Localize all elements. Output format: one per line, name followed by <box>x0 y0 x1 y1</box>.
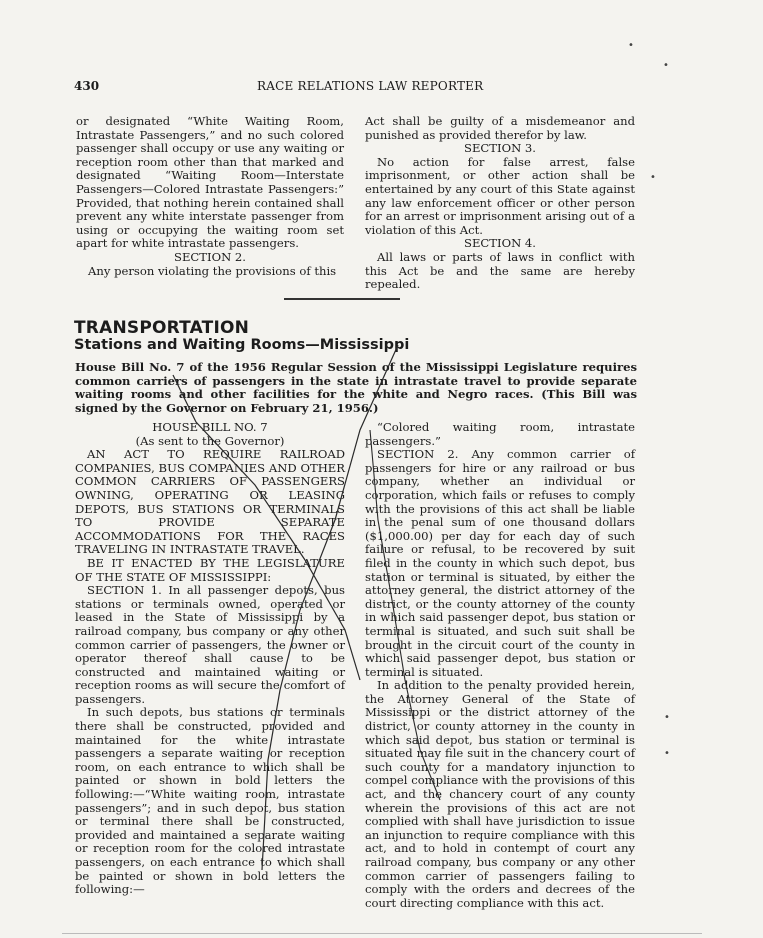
bill-left-column <box>75 421 345 897</box>
bill-section-2-text: SECTION 2. Any common carrier of passengers for hire or any railroad or bus company, whether an individual or corporation, which fails or refuses to comply with the provisions of this act shall be liable in the penal sum of one thousand dollars ($1,000.00) per day for each day of such failure or refusal, to be recovered by suit filed in the county in which such depot, bus station or terminal is situated, by either the attorney general, the district attorney of the district, or the county attorney of the county in which said passenger depot, bus station or terminal is situated, and such suit shall be brought in the circuit court of the county in which said passenger depot, bus station or terminal is situated. <box>365 447 635 679</box>
section-title: TRANSPORTATION <box>74 318 250 338</box>
divider-rule <box>284 298 400 300</box>
section-3-heading: SECTION 3. <box>464 141 536 156</box>
section-2-heading: SECTION 2. <box>174 249 246 264</box>
ink-speck: • <box>650 172 656 183</box>
page-bottom-edge <box>62 933 702 934</box>
section-1-text: SECTION 1. In all passenger depots, bus stations or terminals owned, operated or leased in the State of Mississippi by a railroad company, bus company or any other common carrier of passengers, the owner or operator thereof shall cause to be constructed and maintained waiting or reception rooms as will secure the comfort of passengers. <box>75 583 345 706</box>
top-left-column <box>76 115 344 278</box>
ink-speck: • <box>628 40 634 51</box>
section-2-text: Any person violating the provisions of this <box>88 263 337 278</box>
section-subtitle: Stations and Waiting Rooms—Mississippi <box>74 337 410 353</box>
bill-title: HOUSE BILL NO. 7 <box>152 420 268 434</box>
section-3-text: No action for false arrest, false imprisonment, or other action shall be entertained by any court of this State against any law enforcement officer or other person for an arrest or imprisonment arising out of a violation of this Act. <box>365 154 635 237</box>
top-right-column <box>365 115 635 292</box>
bill-note: (As sent to the Governor) <box>135 433 285 448</box>
section-4-text: All laws or parts of laws in conflict with this Act be and the same are hereby repealed. <box>365 249 635 292</box>
enacting-clause: BE IT ENACTED BY THE LEGISLATURE OF THE STATE OF MISSISSIPPI: <box>75 555 345 584</box>
act-title: AN ACT TO REQUIRE RAILROAD COMPANIES, BUS COMPANIES AND OTHER COMMON CARRIERS OF PASSENGERS OWNING, OPERATING OR LEASING DEPOTS, BUS STATIONS OR TERMINALS TO PROVIDE SEPARATE ACCOMMODATIONS FOR THE RACES TRAVELING IN INTRASTATE TRAVEL. <box>75 447 345 557</box>
headnote: House Bill No. 7 of the 1956 Regular Session of the Mississippi Legislature requires common carriers of passengers in the state in intrastate travel to provide separate waiting rooms and other facilities for the white and Negro races. (This Bill was signed by the Governor on February 21, 1956.) <box>75 360 637 415</box>
section-1-continuation: In such depots, bus stations or terminals there shall be constructed, provided and maintained for the white intrastate passengers a separate waiting or reception room, on each entrance to which shall be painted or shown in bold letters the following:—“White waiting room, intrastate passengers”; and in such depot, bus station or terminal there shall be constructed, provided and maintained a separate waiting or reception room for the colored intrastate passengers, on each entrance to which shall be painted or shown in bold letters the following:— <box>75 705 345 897</box>
top-right-paragraph: Act shall be guilty of a misdemeanor and punished as provided therefor by law. <box>365 114 635 142</box>
penalty-paragraph: In addition to the penalty provided herein, the Attorney General of the State of Mississippi or the district attorney of the district, or county attorney in the county in which said depot, bus station or terminal is situated may file suit in the chancery court of such county for a mandatory injunction to compel compliance with the provisions of this act, and the chancery court of any county wherein the provisions of this act are not complied with shall have jurisdiction to issue an injunction to require compliance with this act, and to hold in contempt of court any railroad company, bus company or any other common carrier of passengers failing to comply with the orders and decrees of the court directing compliance with this act. <box>365 678 635 910</box>
section-4-heading: SECTION 4. <box>464 236 536 251</box>
page-number: 430 <box>74 79 100 93</box>
running-head: RACE RELATIONS LAW REPORTER <box>257 79 484 93</box>
colored-waiting-room-text: “Colored waiting room, intrastate passengers.” <box>365 420 635 448</box>
ink-speck: • <box>664 748 670 759</box>
bill-right-column <box>365 421 635 910</box>
ink-speck: • <box>664 712 670 723</box>
ink-speck: • <box>663 60 669 71</box>
top-left-paragraph: or designated “White Waiting Room, Intrastate Passengers,” and no such colored passenger shall occupy or use any waiting or reception room other than that marked and designated “Waiting Room—Interstate Passengers—Colored Intrastate Passengers:” Provided, that nothing herein contained shall prevent any white interstate passenger from using or occupying the waiting room set apart for white intrastate passengers. <box>76 114 344 251</box>
